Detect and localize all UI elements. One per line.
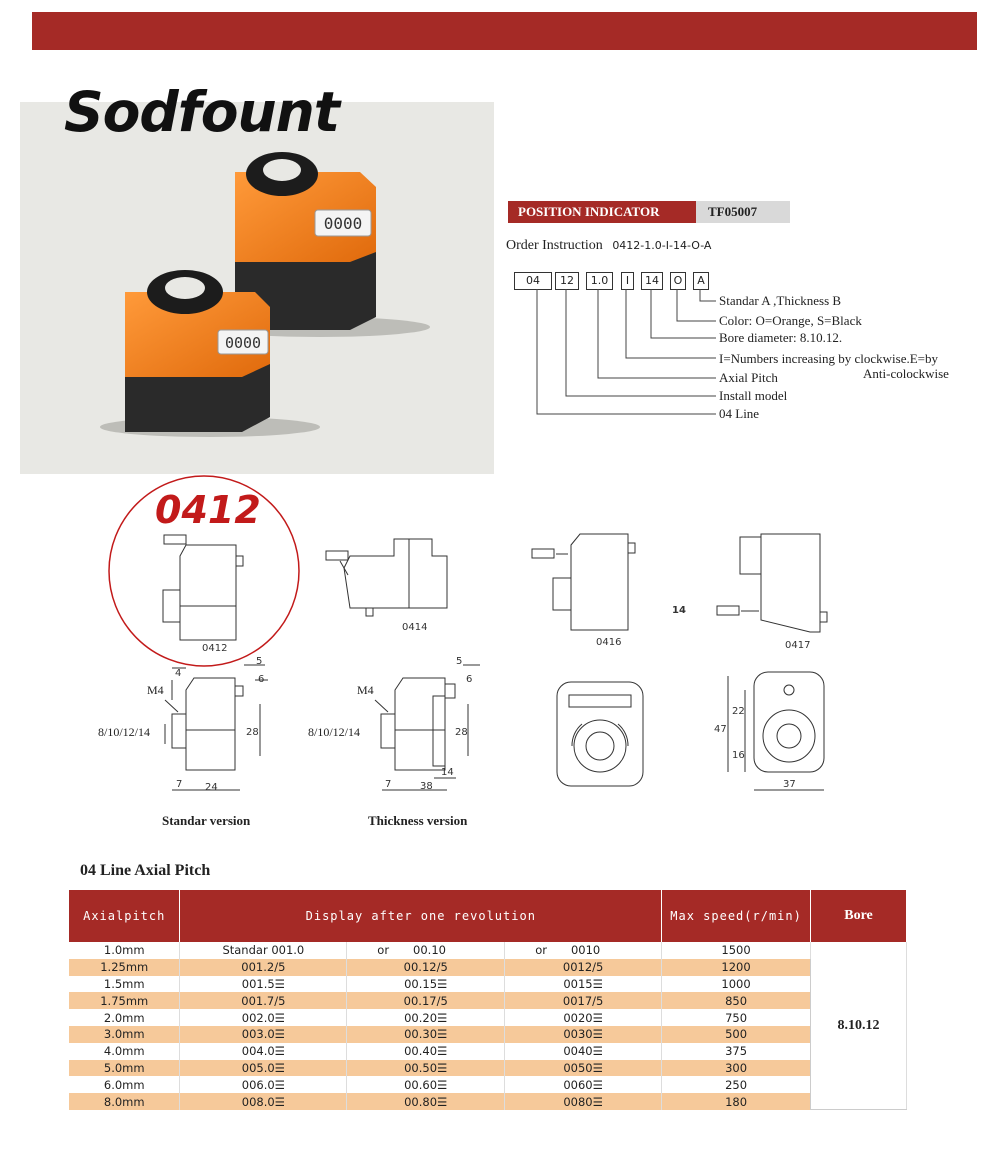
display-2-cell (347, 942, 505, 959)
speed-cell: 500 (662, 1026, 811, 1043)
display-value: 002.0☰ (241, 1010, 285, 1025)
dim-thk-6: 6 (466, 674, 473, 685)
display-1-cell (180, 1093, 347, 1110)
pitch-cell: 1.25mm (69, 959, 180, 976)
display-value: 00.60☰ (404, 1077, 448, 1092)
display-1-cell (180, 1076, 347, 1093)
speed-cell: 375 (662, 1043, 811, 1060)
display-value: 004.0☰ (241, 1044, 285, 1059)
or-label: or (377, 943, 390, 958)
table-row (69, 1076, 907, 1093)
display-value: Standar 001.0 (222, 943, 305, 958)
legend-model: Install model (719, 388, 788, 403)
side-number: 14 (672, 605, 686, 616)
legend-bore: Bore diameter: 8.10.12. (719, 330, 843, 345)
speed-cell: 1200 (662, 959, 811, 976)
order-part-direction: I (621, 272, 634, 290)
header-max-speed: Max speed(r/min) (662, 890, 811, 942)
display-3-cell (505, 1009, 662, 1026)
table-row (69, 1093, 907, 1110)
order-part-model: 12 (555, 272, 579, 290)
display-value: 001.7/5 (241, 993, 286, 1008)
display-value: 00.10 (413, 943, 446, 958)
legend-direction: I=Numbers increasing by clockwise.E=by (719, 351, 938, 366)
dim-std-24: 24 (205, 782, 218, 793)
display-1-cell (180, 1043, 347, 1060)
caption-0417: 0417 (785, 640, 811, 651)
table-title: 04 Line Axial Pitch (80, 862, 211, 879)
speed-cell: 850 (662, 992, 811, 1009)
display-value: 0040☰ (563, 1044, 603, 1059)
display-3-cell (505, 1043, 662, 1060)
order-part-line: 04 (514, 272, 552, 290)
display-2-cell (347, 976, 505, 993)
dim-std-6: 6 (258, 674, 265, 685)
pitch-cell: 4.0mm (69, 1043, 180, 1060)
display-value: 0050☰ (563, 1060, 603, 1075)
display-value: 00.20☰ (404, 1010, 448, 1025)
speed-cell: 250 (662, 1076, 811, 1093)
pitch-cell: 1.5mm (69, 976, 180, 993)
display-2-cell (347, 1076, 505, 1093)
display-value: 0017/5 (562, 993, 604, 1008)
dim-std-5: 5 (256, 656, 263, 667)
order-part-version: A (693, 272, 709, 290)
display-value: 00.80☰ (404, 1094, 448, 1109)
pitch-cell: 2.0mm (69, 1009, 180, 1026)
dim-std-7: 7 (176, 779, 183, 790)
dim-thk-bore: 8/10/12/14 (308, 725, 361, 739)
table-row (69, 1009, 907, 1026)
display-1-cell (180, 942, 347, 959)
display-value: 0060☰ (563, 1077, 603, 1092)
display-value: 0015☰ (563, 976, 603, 991)
caption-standard: Standar version (162, 813, 251, 828)
display-1-cell (180, 976, 347, 993)
header-display: Display after one revolution (180, 890, 662, 942)
display-1-cell (180, 992, 347, 1009)
display-value: 00.50☰ (404, 1060, 448, 1075)
dim-thk-m4: M4 (357, 683, 374, 697)
display-value: 00.40☰ (404, 1044, 448, 1059)
brand-logo: Sodfount (64, 80, 340, 144)
display-value: 003.0☰ (241, 1027, 285, 1042)
display-value: 00.12/5 (403, 960, 448, 975)
display-3-cell (505, 1076, 662, 1093)
display-value: 00.30☰ (404, 1027, 448, 1042)
speed-cell: 300 (662, 1060, 811, 1077)
svg-text:0000: 0000 (323, 214, 363, 233)
speed-cell: 1500 (662, 942, 811, 959)
display-3-cell (505, 1026, 662, 1043)
pitch-cell: 8.0mm (69, 1093, 180, 1110)
product-label: POSITION INDICATOR (508, 201, 696, 223)
highlight-model-label: 0412 (155, 488, 261, 532)
pitch-cell: 5.0mm (69, 1060, 180, 1077)
display-value: 00.15☰ (404, 976, 448, 991)
order-label: Order Instruction (506, 238, 603, 253)
display-1-cell (180, 959, 347, 976)
pitch-cell: 1.0mm (69, 942, 180, 959)
product-code: TF05007 (696, 201, 790, 223)
dim-thk-7: 7 (385, 779, 392, 790)
dim-std-bore: 8/10/12/14 (98, 725, 151, 739)
display-value: 0010 (570, 943, 601, 958)
display-2-cell (347, 992, 505, 1009)
table-row (69, 992, 907, 1009)
pitch-cell: 1.75mm (69, 992, 180, 1009)
dim-thk-38: 38 (420, 781, 433, 792)
caption-0412: 0412 (202, 643, 228, 654)
display-1-cell (180, 1009, 347, 1026)
order-code: 0412-1.0-I-14-O-A (612, 239, 712, 252)
pitch-cell: 3.0mm (69, 1026, 180, 1043)
header-bore: Bore (811, 890, 907, 942)
pitch-cell: 6.0mm (69, 1076, 180, 1093)
dim-front-22: 22 (732, 706, 745, 717)
dim-std-4: 4 (175, 668, 182, 679)
dim-front-47: 47 (714, 724, 727, 735)
speed-cell: 180 (662, 1093, 811, 1110)
display-value: 0080☰ (563, 1094, 603, 1109)
table-row (69, 1060, 907, 1077)
caption-0416: 0416 (596, 637, 622, 648)
display-value: 005.0☰ (241, 1060, 285, 1075)
table-row (69, 942, 907, 959)
dim-thk-28: 28 (455, 727, 468, 738)
dim-std-28: 28 (246, 727, 259, 738)
display-3-cell (505, 942, 662, 959)
axial-pitch-table (69, 890, 907, 1110)
display-3-cell (505, 1060, 662, 1077)
table-row (69, 1043, 907, 1060)
display-value: 001.5☰ (241, 976, 285, 991)
dim-thk-14: 14 (441, 767, 454, 778)
legend-direction-2: Anti-colockwise (863, 366, 949, 381)
legend-pitch: Axial Pitch (719, 370, 778, 385)
legend-standard: Standar A ,Thickness B (719, 293, 842, 308)
legend-line: 04 Line (719, 406, 760, 421)
bore-value-cell: 8.10.12 (811, 942, 907, 1110)
display-1-cell (180, 1026, 347, 1043)
order-part-pitch: 1.0 (586, 272, 613, 290)
display-2-cell (347, 959, 505, 976)
table-row (69, 959, 907, 976)
display-2-cell (347, 1060, 505, 1077)
display-1-cell (180, 1060, 347, 1077)
display-2-cell (347, 1026, 505, 1043)
svg-text:0000: 0000 (224, 334, 262, 352)
table-header-row (69, 890, 907, 942)
display-value: 001.2/5 (241, 960, 286, 975)
display-value: 008.0☰ (241, 1094, 285, 1109)
table-row (69, 976, 907, 993)
caption-0414: 0414 (402, 622, 428, 633)
display-3-cell (505, 992, 662, 1009)
order-part-bore: 14 (641, 272, 663, 290)
legend-color: Color: O=Orange, S=Black (719, 313, 862, 328)
dim-front-37: 37 (783, 779, 796, 790)
order-part-color: O (670, 272, 686, 290)
display-value: 0020☰ (563, 1010, 603, 1025)
table-row (69, 1026, 907, 1043)
display-value: 0012/5 (562, 960, 604, 975)
display-3-cell (505, 1093, 662, 1110)
display-2-cell (347, 1093, 505, 1110)
display-value: 00.17/5 (403, 993, 448, 1008)
display-2-cell (347, 1043, 505, 1060)
display-value: 0030☰ (563, 1027, 603, 1042)
speed-cell: 1000 (662, 976, 811, 993)
display-3-cell (505, 976, 662, 993)
dim-thk-5: 5 (456, 656, 463, 667)
speed-cell: 750 (662, 1009, 811, 1026)
display-value: 006.0☰ (241, 1077, 285, 1092)
display-3-cell (505, 959, 662, 976)
dim-std-m4: M4 (147, 683, 164, 697)
caption-thickness: Thickness version (368, 813, 468, 828)
header-axialpitch: Axialpitch (69, 890, 180, 942)
or-label: or (535, 943, 547, 958)
display-2-cell (347, 1009, 505, 1026)
dim-front-16: 16 (732, 750, 745, 761)
